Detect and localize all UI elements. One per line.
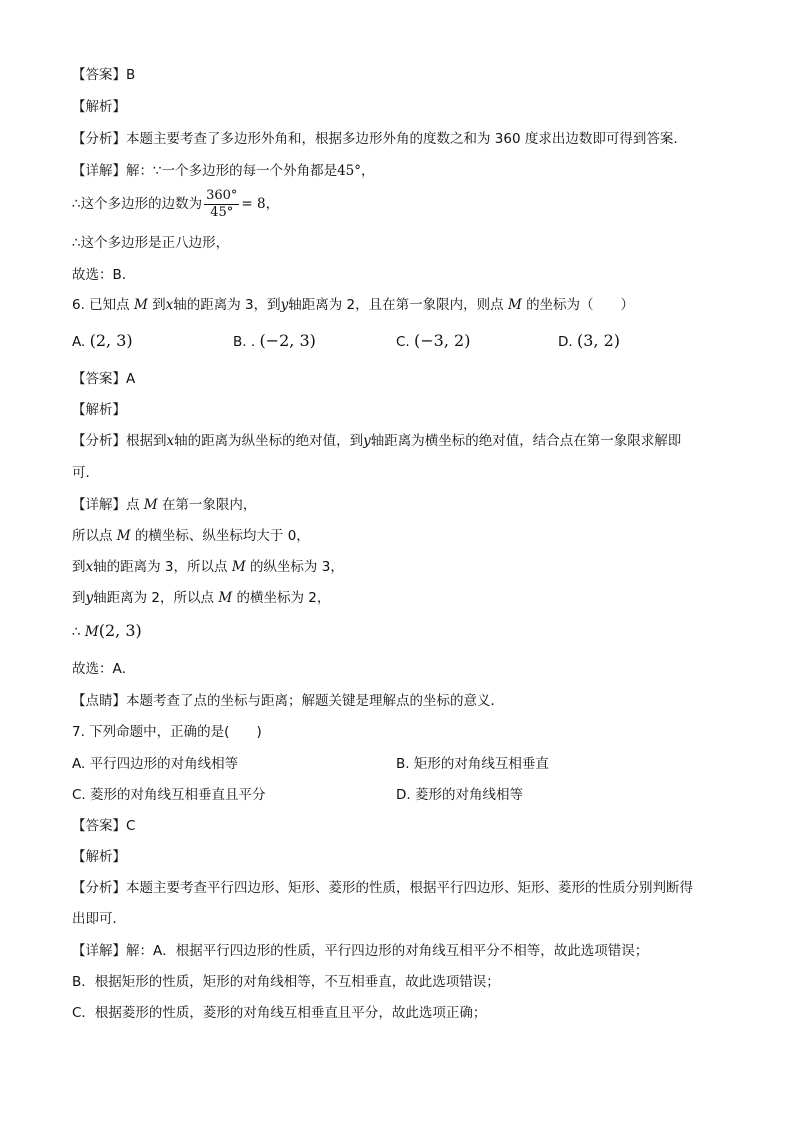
option-value: 菱形的对角线相等 xyxy=(414,787,523,803)
stem-text: 轴距离为 2，且在第一象限内，则点 xyxy=(288,297,504,313)
therefore-symbol: ∴ xyxy=(72,624,81,640)
fenxi-text: 本题主要考查平行四边形、矩形、菱形的性质，根据平行四边形、矩形、菱形的性质分别判断得 xyxy=(126,880,693,896)
stem-text: 的坐标为（ ） xyxy=(526,297,635,313)
q5-detail-line xyxy=(72,162,375,180)
q7-answer-line xyxy=(72,817,135,835)
q5-choose: 故选：B． xyxy=(72,267,136,283)
q7-stem: 7. 下列命题中，正确的是( ) xyxy=(72,724,262,740)
q6-analysis-tag: 【解析】 xyxy=(72,402,126,418)
q6-option-c xyxy=(396,332,470,351)
q6-fenxi-cont: 可． xyxy=(72,465,99,481)
detail-tag: 【详解】 xyxy=(72,943,126,959)
answer-tag: 【答案】 xyxy=(72,818,126,834)
answer-value: B xyxy=(126,67,136,83)
q5-answer-line xyxy=(72,66,135,84)
q7-detail-c: C．根据菱形的性质，菱形的对角线互相垂直且平分，故此选项正确； xyxy=(72,1005,487,1021)
q6-option-a xyxy=(72,332,133,351)
fenxi-tag: 【分析】 xyxy=(72,880,126,896)
q6-detail-line3 xyxy=(72,558,344,576)
dianjing-tag: 【点睛】 xyxy=(72,693,126,709)
point-m: M xyxy=(116,528,131,544)
option-label: D. xyxy=(396,787,411,803)
q6-choose: 故选：A． xyxy=(72,661,136,677)
fraction-result: = 8 xyxy=(241,196,266,212)
point-m: M xyxy=(133,297,148,313)
q5-fraction-line xyxy=(72,186,279,222)
detail-text: 的横坐标为 2， xyxy=(236,590,331,606)
fraction-prefix: ∴这个多边形的边数为 xyxy=(72,196,203,212)
stem-text: 到 xyxy=(152,297,166,313)
point-m: M xyxy=(507,297,522,313)
answer-tag: 【答案】 xyxy=(72,67,126,83)
q6-option-b xyxy=(233,332,316,351)
detail-tag: 【详解】 xyxy=(72,497,126,513)
q6-detail-line1 xyxy=(72,496,256,514)
point-m: M xyxy=(218,590,233,606)
option-value: (−2, 3) xyxy=(259,331,316,350)
fraction xyxy=(204,188,239,221)
answer-tag: 【答案】 xyxy=(72,371,126,387)
option-label: B. . xyxy=(233,334,256,350)
q6-dianjing-line xyxy=(72,692,504,710)
option-label: C. xyxy=(72,787,86,803)
angle-value: 45° xyxy=(337,163,362,179)
option-value: (−3, 2) xyxy=(414,331,471,350)
answer-value: C xyxy=(126,818,136,834)
q7-detail-b: B．根据矩形的性质，矩形的对角线相等，不互相垂直，故此选项错误； xyxy=(72,974,500,990)
q7-option-c xyxy=(72,786,266,804)
option-value: 矩形的对角线互相垂直 xyxy=(413,756,549,772)
option-value: 菱形的对角线互相垂直且平分 xyxy=(90,787,266,803)
option-label: B. xyxy=(396,756,410,772)
option-label: C. xyxy=(396,334,410,350)
q5-conclusion: ∴这个多边形是正八边形， xyxy=(72,235,230,251)
stem-text: 6. 已知点 xyxy=(72,297,130,313)
detail-text: 到 xyxy=(72,590,86,606)
option-value: 平行四边形的对角线相等 xyxy=(89,756,239,772)
q7-fenxi-cont: 出即可． xyxy=(72,911,126,927)
option-label: A. xyxy=(72,756,86,772)
fenxi-tag: 【分析】 xyxy=(72,131,126,147)
q6-detail-line2 xyxy=(72,527,310,545)
fraction-numerator: 360° xyxy=(206,187,238,203)
punct: ， xyxy=(265,196,280,212)
q6-option-d xyxy=(558,332,620,351)
option-label: D. xyxy=(558,334,573,350)
option-value: (2, 3) xyxy=(89,331,133,350)
q6-stem xyxy=(72,296,634,314)
option-value: (3, 2) xyxy=(576,331,620,350)
detail-text: 在第一象限内， xyxy=(161,497,257,513)
fenxi-text: 本题主要考查了多边形外角和，根据多边形外角的度数之和为 360 度求出边数即可得到答案． xyxy=(126,131,687,147)
q7-option-d xyxy=(396,786,523,804)
q7-option-b xyxy=(396,755,549,773)
fenxi-tag: 【分析】 xyxy=(72,433,126,449)
q6-fenxi-line xyxy=(72,432,681,450)
q6-detail-line4 xyxy=(72,589,330,607)
detail-text: 解：∵一个多边形的每一个外角都是 xyxy=(126,163,338,179)
punct: ， xyxy=(361,163,375,179)
y-axis-symbol: y xyxy=(280,297,289,313)
q7-option-a xyxy=(72,755,238,773)
x-axis-symbol: x xyxy=(165,297,174,313)
detail-tag: 【详解】 xyxy=(72,163,126,179)
x-axis-symbol: x xyxy=(85,559,94,575)
detail-text: 所以点 xyxy=(72,528,113,544)
detail-text: 的横坐标、纵坐标均大于 0， xyxy=(134,528,310,544)
q6-result-line xyxy=(72,622,142,641)
dianjing-text: 本题考查了点的坐标与距离；解题关键是理解点的坐标的意义． xyxy=(126,693,504,709)
detail-text: 点 xyxy=(126,497,140,513)
answer-value: A xyxy=(126,371,136,387)
detail-text: 轴距离为 2，所以点 xyxy=(93,590,215,606)
detail-text: 的纵坐标为 3， xyxy=(249,559,344,575)
point-m: M xyxy=(84,624,99,640)
x-axis-symbol: x xyxy=(166,433,175,449)
q7-detail-a xyxy=(72,942,648,960)
detail-text: 解：A．根据平行四边形的性质，平行四边形的对角线互相平分不相等，故此选项错误； xyxy=(126,943,649,959)
option-label: A. xyxy=(72,334,86,350)
point-m: M xyxy=(143,497,158,513)
q5-analysis-tag: 【解析】 xyxy=(72,99,126,115)
y-axis-symbol: y xyxy=(85,590,94,606)
coordinate-result: (2, 3) xyxy=(98,621,142,640)
fenxi-text: 根据到 xyxy=(126,433,167,449)
fenxi-text: 轴距离为横坐标的绝对值，结合点在第一象限求解即 xyxy=(370,433,682,449)
y-axis-symbol: y xyxy=(363,433,371,449)
q7-fenxi-line xyxy=(72,879,693,897)
detail-text: 轴的距离为 3，所以点 xyxy=(93,559,228,575)
q6-answer-line xyxy=(72,370,135,388)
fraction-denominator: 45° xyxy=(210,204,234,220)
stem-text: 轴的距离为 3，到 xyxy=(173,297,281,313)
point-m: M xyxy=(231,559,246,575)
q5-fenxi-line xyxy=(72,130,687,148)
q7-analysis-tag: 【解析】 xyxy=(72,849,126,865)
fenxi-text: 轴的距离为纵坐标的绝对值，到 xyxy=(174,433,364,449)
detail-text: 到 xyxy=(72,559,86,575)
